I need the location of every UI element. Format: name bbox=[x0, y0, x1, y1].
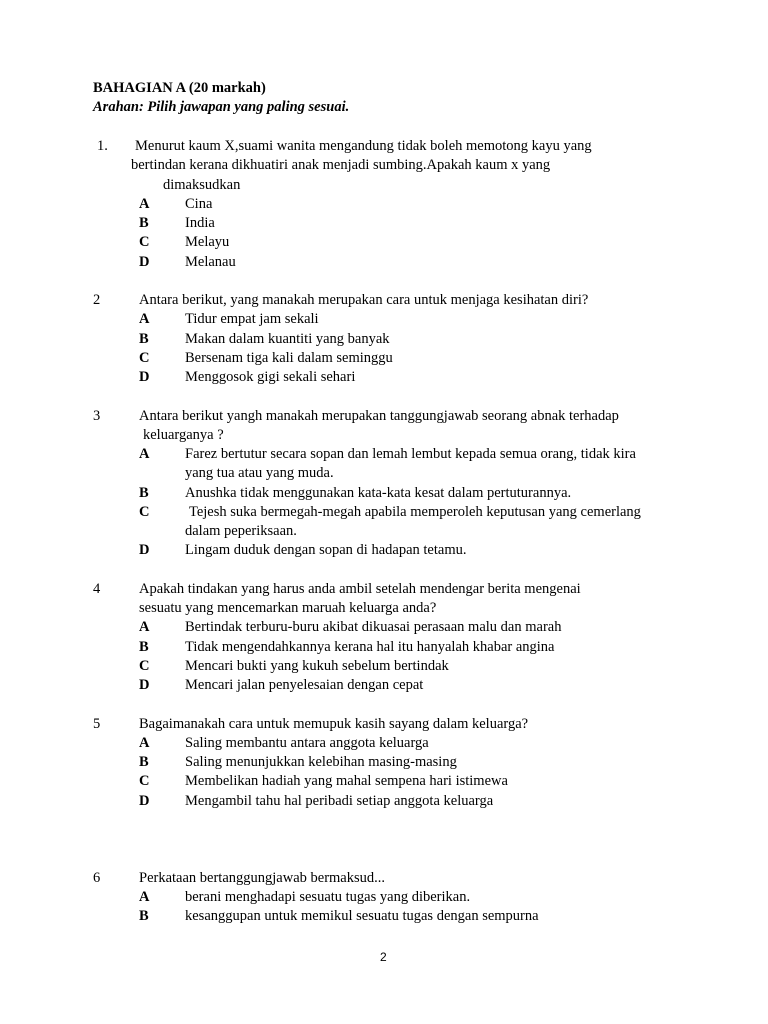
question-stem-line: Bagaimanakah cara untuk memupuk kasih sayang dalam keluarga? bbox=[139, 716, 529, 732]
page-number: 2 bbox=[380, 950, 387, 964]
option-text: Melayu bbox=[185, 234, 230, 250]
question-number: 3 bbox=[93, 408, 101, 424]
option-letter: A bbox=[139, 196, 150, 212]
option-text: Saling menunjukkan kelebihan masing-masing bbox=[185, 754, 457, 770]
option-letter: D bbox=[139, 542, 150, 558]
option-text: Mencari jalan penyelesaian dengan cepat bbox=[185, 677, 424, 693]
question-number: 5 bbox=[93, 716, 101, 732]
option-letter: A bbox=[139, 311, 150, 327]
option-text: dalam peperiksaan. bbox=[185, 523, 297, 539]
question-number: 4 bbox=[93, 581, 101, 597]
option-letter: A bbox=[139, 446, 150, 462]
option-text: Anushka tidak menggunakan kata-kata kesat dalam pertuturannya. bbox=[185, 485, 572, 501]
option-text: Farez bertutur secara sopan dan lemah lembut kepada semua orang, tidak kira bbox=[185, 446, 636, 462]
question-stem-line: keluarganya ? bbox=[143, 427, 224, 443]
option-letter: B bbox=[139, 331, 149, 347]
question-number: 6 bbox=[93, 870, 101, 886]
option-text: Makan dalam kuantiti yang banyak bbox=[185, 331, 390, 347]
option-letter: C bbox=[139, 504, 150, 520]
question-stem-line: Menurut kaum X,suami wanita mengandung tidak boleh memotong kayu yang bbox=[135, 138, 592, 154]
option-text: Tejesh suka bermegah-megah apabila memperoleh keputusan yang cemerlang bbox=[189, 504, 641, 520]
option-text: Mencari bukti yang kukuh sebelum bertindak bbox=[185, 658, 449, 674]
option-text: India bbox=[185, 215, 215, 231]
question-stem-line: bertindan kerana dikhuatiri anak menjadi sumbing.Apakah kaum x yang bbox=[131, 157, 551, 173]
question-stem-line: Antara berikut, yang manakah merupakan cara untuk menjaga kesihatan diri? bbox=[139, 292, 589, 308]
option-text: yang tua atau yang muda. bbox=[185, 465, 334, 481]
option-letter: C bbox=[139, 234, 150, 250]
option-letter: A bbox=[139, 619, 150, 635]
option-letter: B bbox=[139, 215, 149, 231]
option-text: Lingam duduk dengan sopan di hadapan tetamu. bbox=[185, 542, 467, 558]
option-text: Membelikan hadiah yang mahal sempena hari istimewa bbox=[185, 773, 508, 789]
option-text: Cina bbox=[185, 196, 213, 212]
section-title: BAHAGIAN A (20 markah) bbox=[93, 80, 266, 96]
option-letter: C bbox=[139, 350, 150, 366]
question-stem-line: Antara berikut yangh manakah merupakan tanggungjawab seorang abnak terhadap bbox=[139, 408, 619, 424]
option-text: Mengambil tahu hal peribadi setiap anggota keluarga bbox=[185, 793, 494, 809]
option-text: Tidak mengendahkannya kerana hal itu hanyalah khabar angina bbox=[185, 639, 555, 655]
option-letter: D bbox=[139, 677, 150, 693]
option-text: Bertindak terburu-buru akibat dikuasai perasaan malu dan marah bbox=[185, 619, 562, 635]
option-letter: B bbox=[139, 908, 149, 924]
question-number: 1. bbox=[97, 138, 108, 154]
question-stem-line: dimaksudkan bbox=[163, 177, 241, 193]
option-text: Melanau bbox=[185, 254, 236, 270]
option-text: berani menghadapi sesuatu tugas yang diberikan. bbox=[185, 889, 471, 905]
question-number: 2 bbox=[93, 292, 101, 308]
option-text: Saling membantu antara anggota keluarga bbox=[185, 735, 429, 751]
option-letter: A bbox=[139, 889, 150, 905]
option-letter: B bbox=[139, 754, 149, 770]
section-instruction: Arahan: Pilih jawapan yang paling sesuai. bbox=[93, 99, 350, 115]
option-letter: D bbox=[139, 254, 150, 270]
option-text: Tidur empat jam sekali bbox=[185, 311, 319, 327]
option-letter: B bbox=[139, 485, 149, 501]
option-letter: A bbox=[139, 735, 150, 751]
option-text: kesanggupan untuk memikul sesuatu tugas dengan sempurna bbox=[185, 908, 539, 924]
option-text: Bersenam tiga kali dalam seminggu bbox=[185, 350, 393, 366]
question-stem-line: sesuatu yang mencemarkan maruah keluarga anda? bbox=[139, 600, 437, 616]
option-letter: C bbox=[139, 658, 150, 674]
question-stem-line: Perkataan bertanggungjawab bermaksud... bbox=[139, 870, 386, 886]
option-letter: B bbox=[139, 639, 149, 655]
question-stem-line: Apakah tindakan yang harus anda ambil setelah mendengar berita mengenai bbox=[139, 581, 581, 597]
option-letter: D bbox=[139, 793, 150, 809]
option-text: Menggosok gigi sekali sehari bbox=[185, 369, 356, 385]
option-letter: C bbox=[139, 773, 150, 789]
option-letter: D bbox=[139, 369, 150, 385]
